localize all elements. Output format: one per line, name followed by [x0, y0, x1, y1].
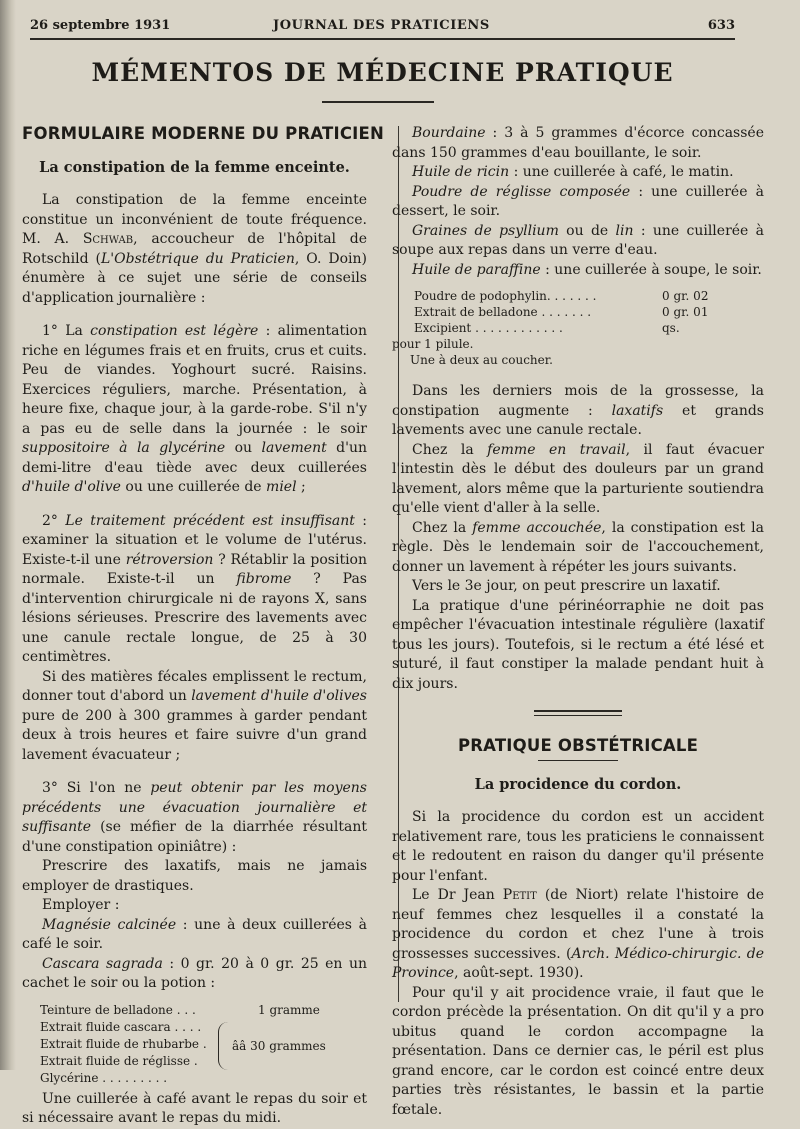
- paragraph: 2° Le traitement précédent est insuffisant : examiner la situation et le volume de l'utérus. Existe-t-il une rétroversion ? Rétablir la position normale. Existe-t-il un fibrome ? Pas d'intervention chirurgicale ni de rayons X, sans lésions sérieuses. Prescrire des lavements avec une canule rectale longue, de 25 à 30 centimètres.: [22, 512, 368, 665]
- ingredient: Extrait fluide de rhubarbe .: [40, 1036, 207, 1051]
- ingredient: Glycérine . . . . . . . . .: [40, 1070, 168, 1085]
- paragraph: Une cuillerée à café avant le repas du soir et si nécessaire avant le repas du midi.: [22, 1090, 367, 1126]
- paragraph: Employer :: [42, 897, 120, 913]
- title-rule: [322, 101, 434, 103]
- recipe-row: Poudre de podophylin. . . . . . . 0 gr. 02: [414, 289, 709, 303]
- paragraph: Magnésie calcinée : une à deux cuillerées à café le soir.: [22, 916, 367, 952]
- paragraph: Huile de paraffine : une cuillerée à soupe, le soir.: [412, 261, 762, 278]
- paragraph: Vers le 3e jour, on peut prescrire un laxatif.: [412, 578, 721, 594]
- journal-name: JOURNAL DES PRATICIENS: [273, 18, 490, 33]
- issue-date: 26 septembre 1931: [30, 18, 171, 33]
- header-rule: [30, 38, 735, 40]
- page-title: MÉMENTOS DE MÉDECINE PRATIQUE: [91, 58, 674, 87]
- recipe-row: Excipient . . . . . . . . . . . . qs.: [414, 321, 680, 335]
- ingredient: Extrait fluide cascara . . . .: [40, 1019, 202, 1034]
- paragraph: Huile de ricin : une cuillerée à café, le matin.: [412, 164, 734, 180]
- paragraph: Cascara sagrada : 0 gr. 20 à 0 gr. 25 en un cachet le soir ou la potion :: [22, 955, 368, 991]
- scan-shadow-edge: [0, 0, 16, 1070]
- potion-formula: [22, 1002, 367, 1090]
- paragraph: Bourdaine : 3 à 5 grammes d'écorce concassée dans 150 grammes d'eau bouillante, le soir.: [392, 125, 764, 161]
- right-column: [392, 124, 764, 1120]
- paragraph: Graines de psyllium ou de lin : une cuillerée à soupe aux repas dans un verre d'eau.: [392, 222, 764, 258]
- paragraph: Si la procidence du cordon est un accident relativement rare, tous les praticiens le connaissent et le redoutent en raison du danger qu'il présente pour l'enfant.: [392, 809, 764, 884]
- paragraph: Dans les derniers mois de la grossesse, la constipation augmente : laxatifs et grands lavements avec une canule rectale.: [392, 383, 764, 438]
- paragraph: La pratique d'une périnéorraphie ne doit pas empêcher l'évacuation intestinale régulière (laxatif tous les jours). Toutefois, si le rectum a été lésé et suturé, il faut constiper la malade pendant huit à dix jours.: [392, 597, 764, 692]
- brace: [218, 1022, 228, 1070]
- dose: 1 gramme: [258, 1002, 320, 1017]
- journal-page: [22, 0, 800, 1126]
- article-title: La procidence du cordon.: [474, 775, 682, 793]
- page-number: 633: [707, 18, 735, 33]
- paragraph: Chez la femme en travail, il faut évacuer l'intestin dès le début des douleurs par un grand lavement, alors même que la parturiente soutiendra qu'elle vient d'aller à la selle.: [392, 441, 764, 516]
- ingredient: Extrait fluide de réglisse .: [40, 1053, 198, 1068]
- paragraph: Pour qu'il y ait procidence vraie, il faut que le cordon précède la présentation. On dit qu'il y a pro ubitus quand le cordon accompagne la présentation. Dans ce dernier cas, le péril est plus grand encore, car le cordon est coincé entre deux parties très résistantes, le bassin et la partie fœtale.: [392, 984, 764, 1118]
- paragraph: Poudre de réglisse composée : une cuillerée à dessert, le soir.: [392, 183, 764, 219]
- paragraph: Prescrire des laxatifs, mais ne jamais employer de drastiques.: [22, 858, 367, 894]
- section-heading: PRATIQUE OBSTÉTRICALE: [457, 736, 699, 755]
- dose: ââ 30 grammes: [232, 1038, 326, 1053]
- recipe-row: Extrait de belladone . . . . . . . 0 gr. 01: [414, 305, 709, 319]
- left-column: [22, 124, 384, 1129]
- running-header: [30, 18, 735, 40]
- paragraph: La constipation de la femme enceinte constitue un inconvénient de toute fréquence. M. A. Schwab, accoucheur de l'hôpital de Rotschild (L'Obstétrique du Praticien, O. Doin) énumère à ce sujet une série de conseils d'application journalière :: [22, 192, 367, 306]
- recipe-note: Une à deux au coucher.: [410, 353, 553, 367]
- paragraph: Le Dr Jean Petit (de Niort) relate l'histoire de neuf femmes chez lesquelles il a constaté la procidence du cordon et chez l'une à trois grossesses successives. (Arch. Médico-chirurgic. de Province, août-sept. 1930).: [392, 887, 764, 981]
- ingredient: Teinture de belladone . . .: [40, 1002, 196, 1017]
- article-title: La constipation de la femme enceinte.: [39, 158, 350, 176]
- paragraph: Chez la femme accouchée, la constipation est la règle. Dès le lendemain soir de l'accouchement, donner un lavement à répéter les jours suivants.: [392, 519, 764, 575]
- section-heading: FORMULAIRE MODERNE DU PRATICIEN: [22, 124, 384, 143]
- pill-formula: [392, 288, 764, 336]
- recipe-note: pour 1 pilule.: [392, 337, 474, 351]
- paragraph: Si des matières fécales emplissent le rectum, donner tout d'abord un lavement d'huile d'olives pure de 200 à 300 grammes à garder pendant deux à trois heures et faire suivre d'un grand lavement évacuateur ;: [22, 668, 367, 763]
- paragraph: 1° La constipation est légère : alimentation riche en légumes frais et en fruits, crus et cuits. Peu de viandes. Yoghourt sucré. Raisins. Exercices réguliers, marche. Présentation, à heure fixe, chaque jour, à la garde-robe. S'il n'y a pas eu de selle dans la journée : le soir suppositoire à la glycérine ou lavement d'un demi-litre d'eau tiède avec deux cuillerées d'huile d'olive ou une cuillerée de miel ;: [22, 323, 367, 495]
- paragraph: 3° Si l'on ne peut obtenir par les moyens précédents une évacuation journalière et suffisante (se méfier de la diarrhée résultant d'une constipation opiniâtre) :: [22, 780, 367, 855]
